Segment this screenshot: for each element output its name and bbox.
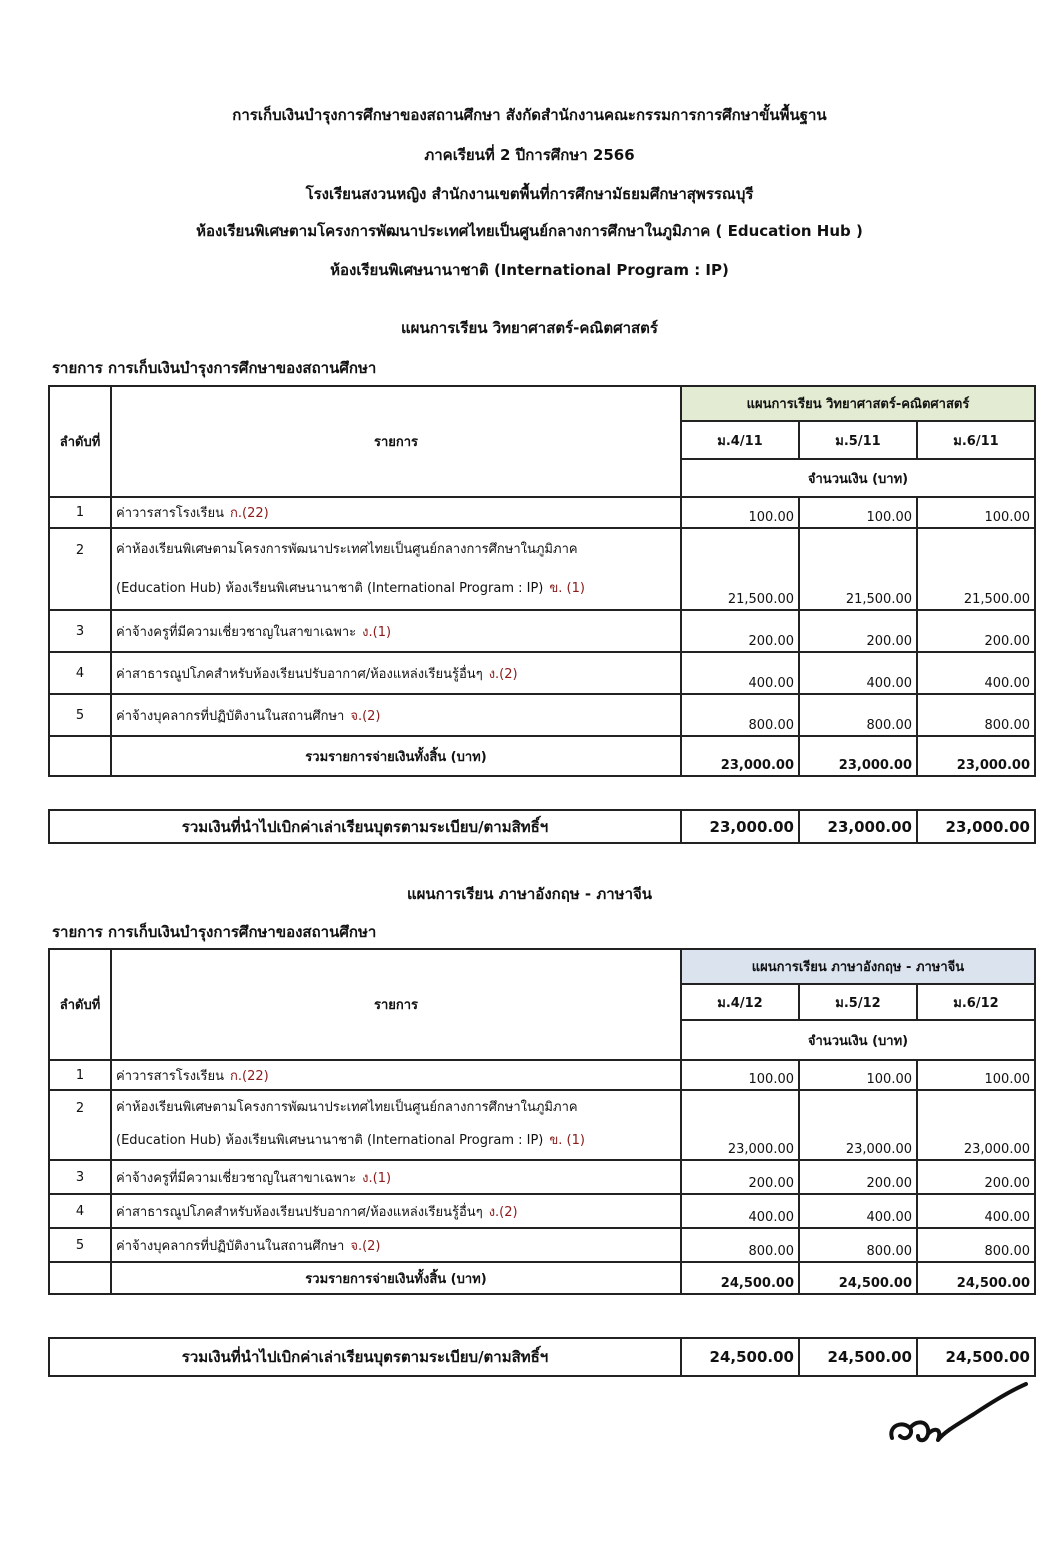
row-amount: 200.00	[799, 1160, 917, 1194]
grade-header: ม.6/12	[917, 984, 1035, 1020]
reimbursement-amount: 24,500.00	[799, 1338, 917, 1376]
table-row	[49, 1090, 1035, 1160]
row-code: ก.(22)	[230, 506, 269, 521]
row-code: ข. (1)	[549, 1133, 585, 1148]
row-amount: 400.00	[917, 1194, 1035, 1228]
reimbursement-summary-1	[48, 809, 1036, 844]
row-no: 4	[49, 652, 111, 694]
table-row	[49, 1060, 1035, 1090]
reimbursement-amount: 23,000.00	[917, 810, 1035, 843]
row-code: ข. (1)	[549, 581, 585, 596]
row-no: 2	[49, 1090, 111, 1160]
row-amount: 200.00	[917, 1160, 1035, 1194]
table-row	[49, 1228, 1035, 1262]
row-amount: 100.00	[799, 1060, 917, 1090]
row-no: 3	[49, 1160, 111, 1194]
row-amount: 200.00	[681, 1160, 799, 1194]
col-header-no: ลำดับที่	[49, 949, 111, 1060]
section-1-list-title: รายการ การเก็บเงินบำรุงการศึกษาของสถานศึกษา	[52, 359, 377, 377]
handwritten-page-number	[884, 1380, 1034, 1464]
row-no: 1	[49, 497, 111, 528]
table-row	[49, 694, 1035, 736]
row-amount: 800.00	[917, 694, 1035, 736]
row-code: ง.(1)	[362, 1170, 392, 1186]
total-amount: 23,000.00	[799, 736, 917, 776]
row-item: ค่าห้องเรียนพิเศษตามโครงการพัฒนาประเทศไทยเป็นศูนย์กลางการศึกษาในภูมิภาค (Education Hub) ห้องเรียนพิเศษนานาชาติ (International Program : IP) ข. (1)	[111, 1090, 681, 1160]
row-item: ค่าสาธารณูปโภคสำหรับห้องเรียนปรับอากาศ/ห้องแหล่งเรียนรู้อื่นๆ ง.(2)	[111, 652, 681, 694]
row-amount: 23,000.00	[799, 1090, 917, 1160]
row-no: 1	[49, 1060, 111, 1090]
row-code: ง.(1)	[362, 624, 392, 640]
section-1-plan-title: แผนการเรียน วิทยาศาสตร์-คณิตศาสตร์	[401, 319, 658, 337]
row-no: 4	[49, 1194, 111, 1228]
total-label: รวมรายการจ่ายเงินทั้งสิ้น (บาท)	[111, 1262, 681, 1294]
grade-header: ม.4/12	[681, 984, 799, 1020]
row-no: 3	[49, 610, 111, 652]
section-2-list-title: รายการ การเก็บเงินบำรุงการศึกษาของสถานศึกษา	[52, 923, 377, 941]
row-no: 2	[49, 528, 111, 610]
fee-table-science-math	[48, 385, 1036, 777]
table-row	[49, 652, 1035, 694]
row-amount: 400.00	[917, 652, 1035, 694]
row-amount: 800.00	[681, 694, 799, 736]
doc-title-line-2: ภาคเรียนที่ 2 ปีการศึกษา 2566	[424, 146, 635, 164]
doc-title-line-3: โรงเรียนสงวนหญิง สำนักงานเขตพื้นที่การศึกษามัธยมศึกษาสุพรรณบุรี	[305, 185, 754, 203]
grade-header: ม.5/12	[799, 984, 917, 1020]
row-item: ค่าจ้างบุคลากรที่ปฏิบัติงานในสถานศึกษา จ.(2)	[111, 694, 681, 736]
fee-table-english-chinese	[48, 948, 1036, 1295]
row-amount: 800.00	[799, 694, 917, 736]
reimbursement-amount: 24,500.00	[681, 1338, 799, 1376]
handwritten-page-number-icon	[884, 1380, 1034, 1460]
plan-header: แผนการเรียน วิทยาศาสตร์-คณิตศาสตร์	[681, 386, 1035, 421]
plan-header: แผนการเรียน ภาษาอังกฤษ - ภาษาจีน	[681, 949, 1035, 984]
grade-header: ม.5/11	[799, 421, 917, 459]
row-amount: 800.00	[917, 1228, 1035, 1262]
total-label: รวมรายการจ่ายเงินทั้งสิ้น (บาท)	[111, 736, 681, 776]
row-amount: 800.00	[681, 1228, 799, 1262]
row-item: ค่าสาธารณูปโภคสำหรับห้องเรียนปรับอากาศ/ห้องแหล่งเรียนรู้อื่นๆ ง.(2)	[111, 1194, 681, 1228]
total-row-blank	[49, 1262, 111, 1294]
row-amount: 23,000.00	[681, 1090, 799, 1160]
reimbursement-amount: 23,000.00	[681, 810, 799, 843]
total-row-blank	[49, 736, 111, 776]
reimbursement-label: รวมเงินที่นำไปเบิกค่าเล่าเรียนบุตรตามระเบียบ/ตามสิทธิ์ฯ	[49, 1338, 681, 1376]
col-header-item: รายการ	[111, 386, 681, 497]
row-code: ง.(2)	[488, 1204, 518, 1220]
table-row	[49, 1194, 1035, 1228]
reimbursement-summary-2	[48, 1337, 1036, 1377]
row-code: ง.(2)	[488, 666, 518, 682]
col-header-item: รายการ	[111, 949, 681, 1060]
row-amount: 200.00	[681, 610, 799, 652]
doc-title-line-4: ห้องเรียนพิเศษตามโครงการพัฒนาประเทศไทยเป็นศูนย์กลางการศึกษาในภูมิภาค ( Education Hub )	[196, 222, 863, 240]
total-row	[49, 1262, 1035, 1294]
row-amount: 400.00	[799, 1194, 917, 1228]
reimbursement-amount: 24,500.00	[917, 1338, 1035, 1376]
table-row	[49, 497, 1035, 528]
row-item: ค่าวารสารโรงเรียน ก.(22)	[111, 497, 681, 528]
amount-unit-header: จำนวนเงิน (บาท)	[681, 459, 1035, 497]
total-row	[49, 736, 1035, 776]
row-amount: 400.00	[681, 1194, 799, 1228]
total-amount: 23,000.00	[917, 736, 1035, 776]
row-no: 5	[49, 1228, 111, 1262]
col-header-no: ลำดับที่	[49, 386, 111, 497]
total-amount: 24,500.00	[799, 1262, 917, 1294]
row-amount: 21,500.00	[799, 528, 917, 610]
reimbursement-amount: 23,000.00	[799, 810, 917, 843]
row-item: ค่าจ้างบุคลากรที่ปฏิบัติงานในสถานศึกษา จ.(2)	[111, 1228, 681, 1262]
row-amount: 400.00	[799, 652, 917, 694]
doc-title-line-5: ห้องเรียนพิเศษนานาชาติ (International Program : IP)	[330, 261, 729, 279]
row-item: ค่าจ้างครูที่มีความเชี่ยวชาญในสาขาเฉพาะ ง.(1)	[111, 1160, 681, 1194]
row-amount: 200.00	[917, 610, 1035, 652]
grade-header: ม.4/11	[681, 421, 799, 459]
row-amount: 100.00	[917, 1060, 1035, 1090]
total-amount: 24,500.00	[917, 1262, 1035, 1294]
row-code: ก.(22)	[230, 1068, 269, 1084]
reimbursement-label: รวมเงินที่นำไปเบิกค่าเล่าเรียนบุตรตามระเบียบ/ตามสิทธิ์ฯ	[49, 810, 681, 843]
row-amount: 21,500.00	[681, 528, 799, 610]
row-amount: 23,000.00	[917, 1090, 1035, 1160]
row-item: ค่าจ้างครูที่มีความเชี่ยวชาญในสาขาเฉพาะ ง.(1)	[111, 610, 681, 652]
table-row	[49, 1160, 1035, 1194]
row-amount: 100.00	[681, 497, 799, 528]
total-amount: 23,000.00	[681, 736, 799, 776]
grade-header: ม.6/11	[917, 421, 1035, 459]
row-code: จ.(2)	[350, 708, 381, 724]
row-amount: 100.00	[917, 497, 1035, 528]
table-row	[49, 610, 1035, 652]
row-amount: 400.00	[681, 652, 799, 694]
section-2-plan-title: แผนการเรียน ภาษาอังกฤษ - ภาษาจีน	[406, 885, 653, 903]
row-no: 5	[49, 694, 111, 736]
row-amount: 100.00	[799, 497, 917, 528]
row-amount: 21,500.00	[917, 528, 1035, 610]
row-item: ค่าห้องเรียนพิเศษตามโครงการพัฒนาประเทศไทยเป็นศูนย์กลางการศึกษาในภูมิภาค (Education Hub) ห้องเรียนพิเศษนานาชาติ (International Program : IP) ข. (1)	[111, 528, 681, 610]
table-row	[49, 528, 1035, 610]
amount-unit-header: จำนวนเงิน (บาท)	[681, 1020, 1035, 1060]
row-amount: 200.00	[799, 610, 917, 652]
row-item: ค่าวารสารโรงเรียน ก.(22)	[111, 1060, 681, 1090]
total-amount: 24,500.00	[681, 1262, 799, 1294]
row-code: จ.(2)	[350, 1238, 381, 1254]
doc-title-line-1: การเก็บเงินบำรุงการศึกษาของสถานศึกษา สังกัดสำนักงานคณะกรรมการการศึกษาขั้นพื้นฐาน	[232, 106, 827, 124]
row-amount: 800.00	[799, 1228, 917, 1262]
row-amount: 100.00	[681, 1060, 799, 1090]
